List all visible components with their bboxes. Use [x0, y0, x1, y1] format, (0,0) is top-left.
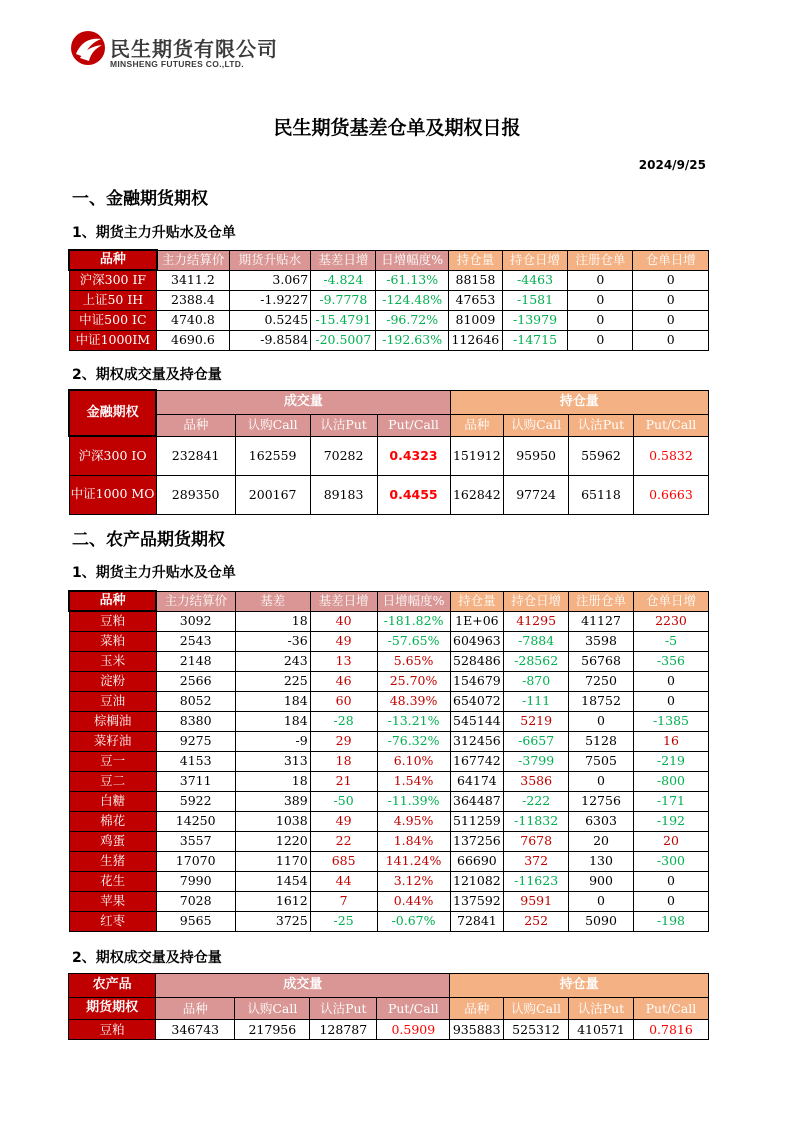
- table-cell: 6303: [569, 811, 634, 831]
- product-name: 沪深300 IF: [69, 270, 157, 290]
- table-cell: 14250: [156, 811, 235, 831]
- table-row: [69, 290, 709, 310]
- product-name: 中证1000IM: [69, 330, 157, 350]
- table-cell: 5090: [569, 911, 634, 931]
- agri-futures-table: [68, 590, 709, 932]
- table-cell: 40: [310, 611, 377, 631]
- table-cell: 9565: [156, 911, 235, 931]
- table-cell: 55962: [569, 436, 634, 475]
- fin-options-table: [68, 389, 709, 515]
- table-cell: 13: [310, 651, 377, 671]
- table-cell: 17070: [156, 851, 235, 871]
- column-header: 认沽Put: [568, 998, 633, 1020]
- table-cell: 3.12%: [377, 871, 450, 891]
- section2-title: 二、农产品期货期权: [72, 530, 225, 550]
- table-cell: 41127: [569, 611, 634, 631]
- table-cell: -11.39%: [377, 791, 450, 811]
- table-row: [69, 771, 709, 791]
- table-cell: 184: [235, 691, 310, 711]
- product-name: 棕榈油: [69, 711, 156, 731]
- table-cell: 0: [633, 671, 708, 691]
- table-cell: -61.13%: [376, 270, 448, 290]
- table-cell: 5128: [569, 731, 634, 751]
- table-cell: 4.95%: [377, 811, 450, 831]
- table-cell: 1.54%: [377, 771, 450, 791]
- table-cell: 46: [310, 671, 377, 691]
- volume-group-header: 成交量: [156, 974, 450, 998]
- table-cell: -57.65%: [377, 631, 450, 651]
- table-cell: 364487: [450, 791, 504, 811]
- put-call-ratio: 0.4323: [377, 436, 450, 475]
- product-name: 玉米: [69, 651, 156, 671]
- table-cell: 64174: [450, 771, 504, 791]
- table-cell: 72841: [450, 911, 504, 931]
- table-row: [69, 711, 709, 731]
- table-cell: 4740.8: [157, 310, 229, 330]
- column-header: 仓单日增: [633, 591, 708, 611]
- table-cell: 3711: [156, 771, 235, 791]
- product-name: 沪深300 IO: [69, 436, 156, 475]
- table-cell: 346743: [156, 1020, 235, 1040]
- table-cell: -50: [310, 791, 377, 811]
- company-logo: [70, 30, 290, 74]
- column-header: 认沽Put: [310, 414, 377, 436]
- table-cell: 18: [235, 611, 310, 631]
- table-cell: -13979: [502, 310, 567, 330]
- table-cell: 18: [310, 751, 377, 771]
- table-cell: 7990: [156, 871, 235, 891]
- table-cell: 25.70%: [377, 671, 450, 691]
- fin-futures-table: [68, 249, 709, 351]
- table-row: [69, 671, 709, 691]
- product-name: 豆粕: [69, 611, 156, 631]
- minsheng-logo-icon: [70, 30, 106, 66]
- table-cell: 2543: [156, 631, 235, 651]
- table-cell: 184: [235, 711, 310, 731]
- table-cell: -124.48%: [376, 290, 448, 310]
- table-cell: 162842: [450, 475, 504, 514]
- table-cell: 97724: [504, 475, 569, 514]
- table-cell: -3799: [504, 751, 569, 771]
- table-cell: 18: [235, 771, 310, 791]
- table-cell: 7505: [569, 751, 634, 771]
- table-header-row: [69, 591, 709, 611]
- table-cell: 0: [633, 310, 709, 330]
- company-name-cn: 民生期货有限公司: [110, 37, 278, 61]
- table-cell: 7250: [569, 671, 634, 691]
- product-name: 棉花: [69, 811, 156, 831]
- table-cell: 137256: [450, 831, 504, 851]
- table-cell: 121082: [450, 871, 504, 891]
- table-cell: 1220: [235, 831, 310, 851]
- table-cell: 252: [504, 911, 569, 931]
- column-header: 持仓量: [448, 250, 502, 270]
- section2-sub2-title: 2、期权成交量及持仓量: [72, 950, 222, 966]
- table-row: [69, 811, 709, 831]
- table-cell: -9: [235, 731, 310, 751]
- product-name: 豆油: [69, 691, 156, 711]
- table-cell: 3411.2: [157, 270, 229, 290]
- table-cell: 20: [633, 831, 708, 851]
- product-name: 中证1000 MO: [69, 475, 156, 514]
- column-header: 仓单日增: [633, 250, 709, 270]
- table-cell: 47653: [448, 290, 502, 310]
- column-header: 认购Call: [235, 998, 310, 1020]
- table-cell: 7: [310, 891, 377, 911]
- column-header: 认沽Put: [310, 998, 377, 1020]
- table-row: [69, 851, 709, 871]
- table-cell: 2148: [156, 651, 235, 671]
- report-date: 2024/9/25: [638, 158, 706, 172]
- table-cell: 21: [310, 771, 377, 791]
- table-cell: 0: [569, 771, 634, 791]
- product-name: 豆一: [69, 751, 156, 771]
- table-cell: 0: [633, 330, 709, 350]
- table-cell: 243: [235, 651, 310, 671]
- table-cell: 6.10%: [377, 751, 450, 771]
- table-row: [69, 270, 709, 290]
- column-header: 品种: [450, 998, 504, 1020]
- product-name: 花生: [69, 871, 156, 891]
- table-cell: -111: [504, 691, 569, 711]
- table-cell: 5.65%: [377, 651, 450, 671]
- table-cell: 3586: [504, 771, 569, 791]
- column-header: 基差日增: [310, 591, 377, 611]
- table-cell: 8380: [156, 711, 235, 731]
- table-cell: 141.24%: [377, 851, 450, 871]
- table-cell: 545144: [450, 711, 504, 731]
- column-header: 持仓日增: [502, 250, 567, 270]
- column-header: 主力结算价: [157, 250, 229, 270]
- table-cell: -6657: [504, 731, 569, 751]
- table-cell: 0: [568, 290, 633, 310]
- table-cell: 130: [569, 851, 634, 871]
- table-cell: 3.067: [229, 270, 311, 290]
- table-cell: 511259: [450, 811, 504, 831]
- table-cell: -76.32%: [377, 731, 450, 751]
- product-name: 生猪: [69, 851, 156, 871]
- table-cell: -1385: [633, 711, 708, 731]
- table-row: [69, 651, 709, 671]
- table-cell: 7028: [156, 891, 235, 911]
- table-cell: -5: [633, 631, 708, 651]
- table-cell: 0: [633, 270, 709, 290]
- table-subheader-row: [69, 998, 709, 1020]
- table-cell: 312456: [450, 731, 504, 751]
- table-cell: 22: [310, 831, 377, 851]
- table-cell: 217956: [235, 1020, 310, 1040]
- column-header: 持仓量: [450, 591, 504, 611]
- table-cell: 2388.4: [157, 290, 229, 310]
- table-cell: -198: [633, 911, 708, 931]
- table-cell: 70282: [310, 436, 377, 475]
- table-cell: 49: [310, 631, 377, 651]
- section1-sub1-title: 1、期货主力升贴水及仓单: [72, 225, 236, 241]
- table-cell: 112646: [448, 330, 502, 350]
- product-name: 苹果: [69, 891, 156, 911]
- table-cell: -13.21%: [377, 711, 450, 731]
- section1-sub2-title: 2、期权成交量及持仓量: [72, 367, 222, 383]
- table-cell: 151912: [450, 436, 504, 475]
- table-cell: 1454: [235, 871, 310, 891]
- table-cell: 0: [633, 290, 709, 310]
- table-cell: -11832: [504, 811, 569, 831]
- table-cell: -219: [633, 751, 708, 771]
- column-header: 认购Call: [235, 414, 310, 436]
- column-header: 品种: [69, 591, 156, 611]
- table-cell: 29: [310, 731, 377, 751]
- table-cell: 2566: [156, 671, 235, 691]
- table-cell: -15.4791: [311, 310, 376, 330]
- table-cell: 0.44%: [377, 891, 450, 911]
- table-cell: 95950: [504, 436, 569, 475]
- table-cell: 0: [568, 270, 633, 290]
- table-cell: 389: [235, 791, 310, 811]
- table-cell: -4463: [502, 270, 567, 290]
- product-name: 白糖: [69, 791, 156, 811]
- table-cell: 60: [310, 691, 377, 711]
- table-cell: 604963: [450, 631, 504, 651]
- options-corner-label: 期货期权: [69, 998, 156, 1020]
- table-row: [69, 751, 709, 771]
- company-name-en: MINSHENG FUTURES CO.,LTD.: [110, 59, 244, 69]
- table-cell: 528486: [450, 651, 504, 671]
- table-cell: -4.824: [311, 270, 376, 290]
- table-cell: 935883: [450, 1020, 504, 1040]
- table-header-row: [69, 390, 709, 414]
- column-header: 基差: [235, 591, 310, 611]
- table-header-row: [69, 974, 709, 998]
- section1-title: 一、金融期货期权: [72, 189, 208, 209]
- table-cell: 154679: [450, 671, 504, 691]
- table-cell: 162559: [235, 436, 310, 475]
- table-cell: -192.63%: [376, 330, 448, 350]
- table-cell: 0: [633, 691, 708, 711]
- column-header: Put/Call: [377, 998, 450, 1020]
- put-call-ratio: 0.4455: [377, 475, 450, 514]
- table-cell: 65118: [569, 475, 634, 514]
- table-cell: -14715: [502, 330, 567, 350]
- table-cell: -192: [633, 811, 708, 831]
- options-corner-label: 金融期权: [69, 390, 156, 436]
- column-header: 认购Call: [504, 998, 569, 1020]
- table-cell: -300: [633, 851, 708, 871]
- table-row: [69, 1020, 709, 1040]
- table-row: [69, 310, 709, 330]
- table-cell: 525312: [504, 1020, 569, 1040]
- column-header: 品种: [450, 414, 504, 436]
- table-cell: 3092: [156, 611, 235, 631]
- product-name: 红枣: [69, 911, 156, 931]
- column-header: 品种: [156, 998, 235, 1020]
- table-cell: 66690: [450, 851, 504, 871]
- table-row: [69, 475, 709, 514]
- table-cell: 0: [569, 711, 634, 731]
- table-cell: 89183: [310, 475, 377, 514]
- table-cell: -1581: [502, 290, 567, 310]
- column-header: 注册仓单: [568, 250, 633, 270]
- table-cell: 0: [633, 891, 708, 911]
- table-cell: -356: [633, 651, 708, 671]
- column-header: Put/Call: [377, 414, 450, 436]
- table-cell: 1170: [235, 851, 310, 871]
- table-cell: 5219: [504, 711, 569, 731]
- table-cell: 2230: [633, 611, 708, 631]
- table-cell: 48.39%: [377, 691, 450, 711]
- table-cell: 372: [504, 851, 569, 871]
- table-cell: 410571: [568, 1020, 633, 1040]
- table-cell: 49: [310, 811, 377, 831]
- column-header: Put/Call: [633, 998, 708, 1020]
- column-header: 持仓日增: [504, 591, 569, 611]
- table-row: [69, 791, 709, 811]
- table-cell: -25: [310, 911, 377, 931]
- table-cell: 3598: [569, 631, 634, 651]
- column-header: 期货升贴水: [229, 250, 311, 270]
- column-header: 主力结算价: [156, 591, 235, 611]
- table-subheader-row: [69, 414, 709, 436]
- table-cell: 3725: [235, 911, 310, 931]
- product-name: 豆二: [69, 771, 156, 791]
- table-cell: 41295: [504, 611, 569, 631]
- column-header: 品种: [156, 414, 235, 436]
- table-cell: 225: [235, 671, 310, 691]
- agri-options-table: [68, 973, 709, 1040]
- table-row: [69, 436, 709, 475]
- table-row: [69, 731, 709, 751]
- table-cell: 685: [310, 851, 377, 871]
- table-cell: 20: [569, 831, 634, 851]
- table-row: [69, 871, 709, 891]
- oi-group-header: 持仓量: [450, 974, 709, 998]
- put-call-ratio: 0.6663: [633, 475, 708, 514]
- table-cell: 7678: [504, 831, 569, 851]
- volume-group-header: 成交量: [156, 390, 450, 414]
- column-header: Put/Call: [633, 414, 708, 436]
- table-cell: 654072: [450, 691, 504, 711]
- product-name: 豆粕: [69, 1020, 156, 1040]
- table-cell: 18752: [569, 691, 634, 711]
- table-cell: -20.5007: [311, 330, 376, 350]
- column-header: 注册仓单: [569, 591, 634, 611]
- table-cell: 16: [633, 731, 708, 751]
- table-row: [69, 611, 709, 631]
- table-cell: 0: [569, 891, 634, 911]
- table-cell: 128787: [310, 1020, 377, 1040]
- table-row: [69, 691, 709, 711]
- table-row: [69, 831, 709, 851]
- column-header: 基差日增: [311, 250, 376, 270]
- product-name: 上证50 IH: [69, 290, 157, 310]
- table-cell: -9.7778: [311, 290, 376, 310]
- table-cell: 8052: [156, 691, 235, 711]
- product-name: 菜籽油: [69, 731, 156, 751]
- table-cell: -870: [504, 671, 569, 691]
- section2-sub1-title: 1、期货主力升贴水及仓单: [72, 565, 236, 581]
- table-cell: -7884: [504, 631, 569, 651]
- options-corner-label: 农产品: [69, 974, 156, 998]
- table-cell: -0.67%: [377, 911, 450, 931]
- table-cell: 88158: [448, 270, 502, 290]
- table-cell: 3557: [156, 831, 235, 851]
- table-cell: 0: [568, 330, 633, 350]
- column-header: 认沽Put: [569, 414, 634, 436]
- table-cell: 56768: [569, 651, 634, 671]
- column-header: 日增幅度%: [377, 591, 450, 611]
- table-cell: 313: [235, 751, 310, 771]
- table-header-row: [69, 250, 709, 270]
- put-call-ratio: 0.5832: [633, 436, 708, 475]
- oi-group-header: 持仓量: [450, 390, 709, 414]
- report-title: 民生期货基差仓单及期权日报: [273, 117, 521, 139]
- table-cell: 81009: [448, 310, 502, 330]
- table-cell: -1.9227: [229, 290, 311, 310]
- table-cell: 137592: [450, 891, 504, 911]
- table-cell: 44: [310, 871, 377, 891]
- product-name: 中证500 IC: [69, 310, 157, 330]
- table-cell: 1.84%: [377, 831, 450, 851]
- table-cell: -171: [633, 791, 708, 811]
- column-header: 日增幅度%: [376, 250, 448, 270]
- product-name: 鸡蛋: [69, 831, 156, 851]
- table-cell: 5922: [156, 791, 235, 811]
- column-header: 认购Call: [504, 414, 569, 436]
- table-cell: 1038: [235, 811, 310, 831]
- table-cell: 900: [569, 871, 634, 891]
- table-cell: 232841: [156, 436, 235, 475]
- table-cell: 1E+06: [450, 611, 504, 631]
- table-cell: 4690.6: [157, 330, 229, 350]
- table-row: [69, 891, 709, 911]
- table-cell: -222: [504, 791, 569, 811]
- put-call-ratio: 0.7816: [633, 1020, 708, 1040]
- table-cell: -28: [310, 711, 377, 731]
- table-cell: 1612: [235, 891, 310, 911]
- table-cell: -11623: [504, 871, 569, 891]
- column-header: 品种: [69, 250, 157, 270]
- table-cell: -9.8584: [229, 330, 311, 350]
- table-cell: -96.72%: [376, 310, 448, 330]
- table-cell: 9275: [156, 731, 235, 751]
- table-cell: 9591: [504, 891, 569, 911]
- table-cell: -28562: [504, 651, 569, 671]
- table-row: [69, 330, 709, 350]
- table-cell: 200167: [235, 475, 310, 514]
- table-cell: 4153: [156, 751, 235, 771]
- table-cell: 167742: [450, 751, 504, 771]
- product-name: 菜粕: [69, 631, 156, 651]
- product-name: 淀粉: [69, 671, 156, 691]
- put-call-ratio: 0.5909: [377, 1020, 450, 1040]
- table-cell: 289350: [156, 475, 235, 514]
- table-cell: 0.5245: [229, 310, 311, 330]
- table-row: [69, 911, 709, 931]
- table-cell: 12756: [569, 791, 634, 811]
- table-cell: -800: [633, 771, 708, 791]
- table-row: [69, 631, 709, 651]
- table-cell: 0: [568, 310, 633, 330]
- table-cell: 0: [633, 871, 708, 891]
- table-cell: -181.82%: [377, 611, 450, 631]
- table-cell: -36: [235, 631, 310, 651]
